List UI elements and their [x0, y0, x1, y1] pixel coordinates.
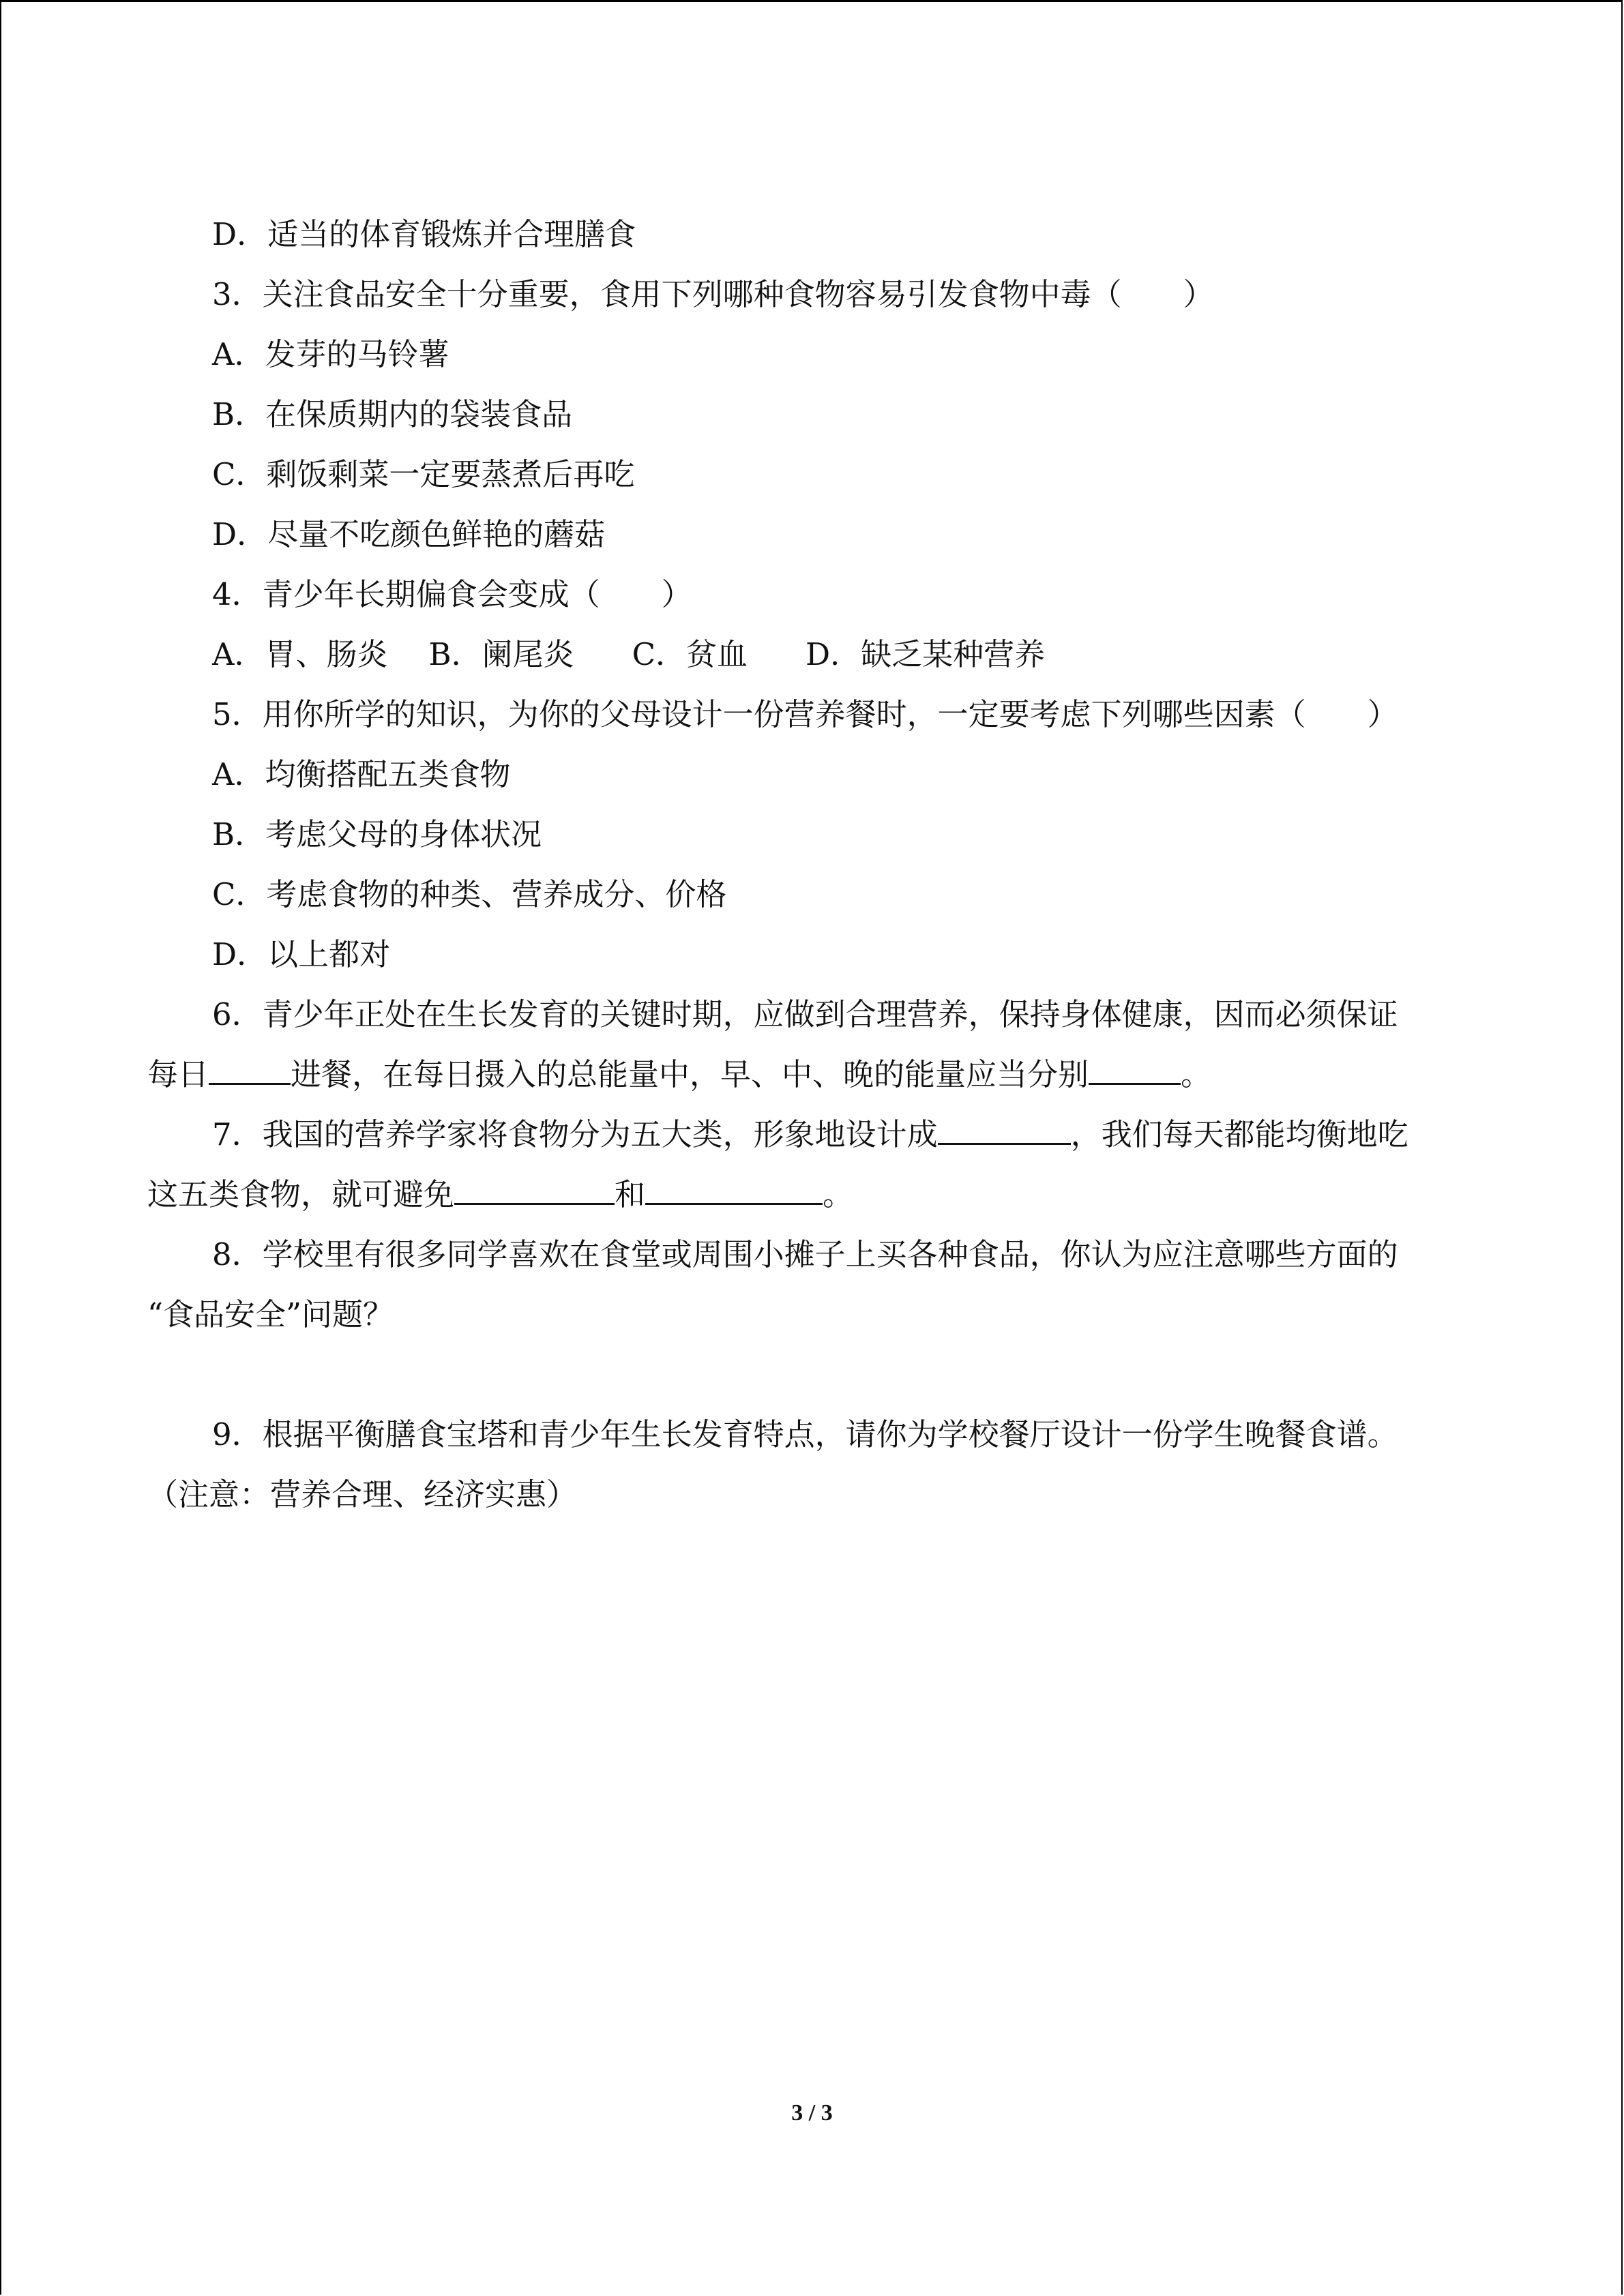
q4-option-b: B．阑尾炎 [428, 636, 574, 672]
q7-blank-1[interactable] [938, 1112, 1071, 1145]
q6-line-2 [147, 1045, 1477, 1105]
q5-option-b: B．考虑父母的身体状况 [212, 816, 542, 852]
q7-text-e: 。 [823, 1176, 854, 1212]
q2-option-d: D．适当的体育锻炼并合理膳食 [212, 216, 636, 252]
q7-blank-3[interactable] [645, 1172, 823, 1205]
q9-line-2: （注意：营养合理、经济实惠） [147, 1476, 578, 1512]
q6-blank-1[interactable] [209, 1052, 291, 1085]
q8-line-2: “食品安全”问题？ [147, 1296, 394, 1332]
q9-line-1: 9．根据平衡膳食宝塔和青少年生长发育特点，请你为学校餐厅设计一份学生晚餐食谱。 [212, 1416, 1398, 1452]
q7-line-1 [147, 1105, 1477, 1165]
question-9 [147, 1405, 1477, 1525]
q3-option-d: D．尽量不吃颜色鲜艳的蘑菇 [212, 516, 606, 552]
question-4: 4．青少年长期偏食会变成（ ） [212, 576, 692, 612]
q7-text-a: 7．我国的营养学家将食物分为五大类，形象地设计成 [212, 1116, 938, 1152]
question-3: 3．关注食品安全十分重要，食用下列哪种食物容易引发食物中毒（ ） [212, 276, 1214, 312]
question-5: 5．用你所学的知识，为你的父母设计一份营养餐时，一定要考虑下列哪些因素（ ） [212, 696, 1398, 732]
q6-line-1: 6．青少年正处在生长发育的关键时期，应做到合理营养，保持身体健康，因而必须保证 [212, 996, 1398, 1032]
question-6 [147, 985, 1477, 1105]
document-body [147, 205, 1477, 1525]
q4-options [147, 625, 1477, 685]
q7-text-d: 和 [615, 1176, 646, 1212]
q6-text-b: 进餐，在每日摄入的总能量中，早、中、晚的能量应当分别 [291, 1056, 1089, 1092]
q6-text-a: 每日 [147, 1056, 209, 1092]
q7-text-b: ，我们每天都能均衡地吃 [1070, 1116, 1408, 1152]
q4-option-c: C．贫血 [632, 636, 748, 672]
q3-option-a: A．发芽的马铃薯 [212, 336, 449, 372]
q5-option-a: A．均衡搭配五类食物 [212, 756, 511, 792]
q5-option-c: C．考虑食物的种类、营养成分、价格 [212, 876, 727, 912]
q5-option-d: D．以上都对 [212, 936, 391, 972]
q3-option-b: B．在保质期内的袋装食品 [212, 396, 573, 432]
answer-space [147, 1345, 1477, 1405]
page-number: 3 / 3 [791, 2100, 833, 2126]
q8-line-1: 8．学校里有很多同学喜欢在食堂或周围小摊子上买各种食品，你认为应注意哪些方面的 [212, 1236, 1398, 1272]
question-7 [147, 1105, 1477, 1225]
q7-blank-2[interactable] [454, 1172, 615, 1205]
q6-text-c: 。 [1181, 1056, 1212, 1092]
q7-text-c: 这五类食物，就可避免 [147, 1176, 455, 1212]
q4-option-a: A．胃、肠炎 [212, 636, 388, 672]
q6-blank-2[interactable] [1089, 1052, 1181, 1085]
q4-option-d: D．缺乏某种营养 [806, 636, 1046, 672]
q7-line-2 [147, 1165, 1477, 1225]
q3-option-c: C．剩饭剩菜一定要蒸煮后再吃 [212, 456, 635, 492]
question-8 [147, 1225, 1477, 1345]
